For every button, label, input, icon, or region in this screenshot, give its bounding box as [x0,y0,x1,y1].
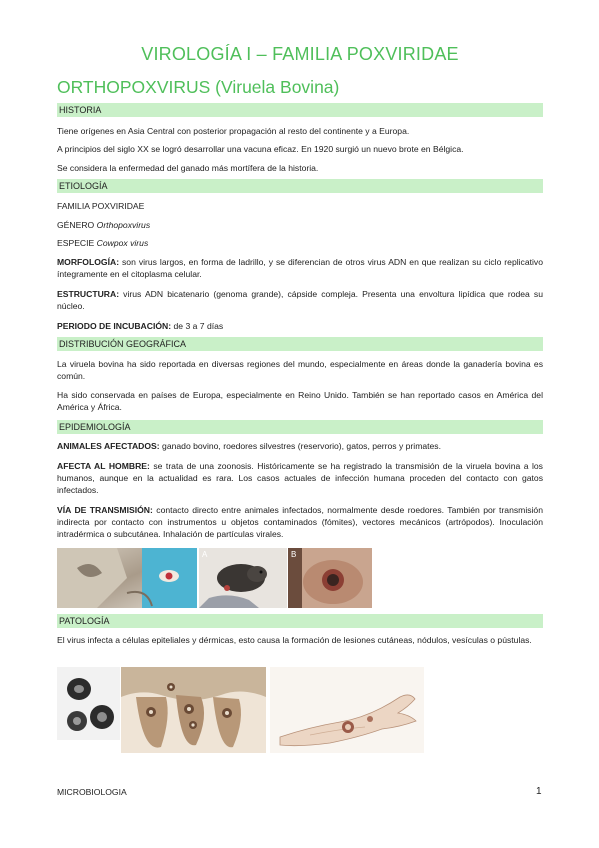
estructura-label: ESTRUCTURA: [57,289,120,299]
section-heading-historia: HISTORIA [57,103,543,117]
rodent-photo-a [199,548,287,608]
hombre-label: AFECTA AL HOMBRE: [57,461,150,471]
transmision-label: VÍA DE TRANSMISIÓN: [57,505,153,515]
etiologia-familia: FAMILIA POXVIRIDAE [57,201,145,211]
etiologia-especie [57,237,543,249]
section-heading-patologia: PATOLOGÍA [57,614,543,628]
epidemiologia-transmision [57,504,543,540]
page-subtitle: ORTHOPOXVIRUS (Viruela Bovina) [57,77,340,97]
etiologia-genero [57,219,543,231]
especie-label: ESPECIE [57,238,97,248]
distribucion-paragraph-2: Ha sido conservada en países de Europa, especialmente en Reino Unido. También se han reportado casos en América del América y África. [57,390,543,412]
page-title: VIROLOGÍA I – FAMILIA POXVIRIDAE [141,44,459,64]
epidemiologia-hombre [57,460,543,496]
transmision-text: contacto directo entre animales infectados, normalmente desde roedores. También por transmisión indirecta por contacto con instrumentos u objetos contaminados (fómites), vectores mecánicos (artrópodos). Inoculación intradérmica o subcutánea. Inhalación de partículas virales. [57,505,543,539]
estructura-text: virus ADN bicatenario (genoma grande), cápside compleja. Presenta una envoltura lipídica que rodea su núcleo. [57,289,543,311]
photo-label-a: A [202,550,208,559]
etiologia-morfologia [57,256,543,280]
morfologia-label: MORFOLOGÍA: [57,257,120,267]
section-heading-etiologia: ETIOLOGÍA [57,179,543,193]
patologia-paragraph-1: El virus infecta a células epiteliales y dérmicas, esto causa la formación de lesiones cutáneas, nódulos, vesículas o pústulas. [57,635,532,645]
cat-lesion-photo [57,548,197,608]
footer-subject: MICROBIOLOGIA [57,787,127,797]
historia-paragraph-3: Se considera la enfermedad del ganado más mortífera de la historia. [57,163,319,173]
etiologia-estructura [57,288,543,312]
etiologia-incubacion [57,320,543,332]
historia-paragraph-1: Tiene orígenes en Asia Central con posterior propagación al resto del continente y a Europa. [57,126,410,136]
animales-text: ganado bovino, roedores silvestres (reservorio), gatos, perros y primates. [159,441,441,451]
page-number: 1 [536,786,542,797]
hombre-text: se trata de una zoonosis. Históricamente se ha registrado la transmisión de la viruela bovina a los humanos, aunque en la actualidad es rara. Los casos actuales de infección humana proceden del contacto con gatos infectados. [57,461,543,495]
photo-label-b: B [291,550,297,559]
udder-lesions-illustration [121,667,266,753]
section-heading-epidemiologia: EPIDEMIOLOGÍA [57,420,543,434]
epidemiologia-animales [57,440,543,452]
especie-value: Cowpox virus [96,238,149,248]
virus-micrograph-image [57,667,120,740]
historia-paragraph-2: A principios del siglo XX se logró desarrollar una vacuna eficaz. En 1920 surgió un nuevo brote en Bélgica. [57,144,464,154]
distribucion-paragraph-1: La viruela bovina ha sido reportada en diversas regiones del mundo, especialmente en áreas donde la ganadería bovina es común. [57,359,543,381]
genero-value: Orthopoxvirus [96,220,151,230]
genero-label: GÉNERO [57,220,97,230]
human-lesion-photo-b [288,548,372,608]
section-heading-distribucion: DISTRIBUCIÓN GEOGRÁFICA [57,337,543,351]
hand-lesion-illustration [270,667,424,753]
incubacion-label: PERIODO DE INCUBACIÓN: [57,321,172,331]
incubacion-text: de 3 a 7 días [171,321,224,331]
morfologia-text: son virus largos, en forma de ladrillo, y se diferencian de otros virus ADN en que realizan su ciclo replicativo íntegramente en el citoplasma celular. [57,257,543,279]
animales-label: ANIMALES AFECTADOS: [57,441,160,451]
